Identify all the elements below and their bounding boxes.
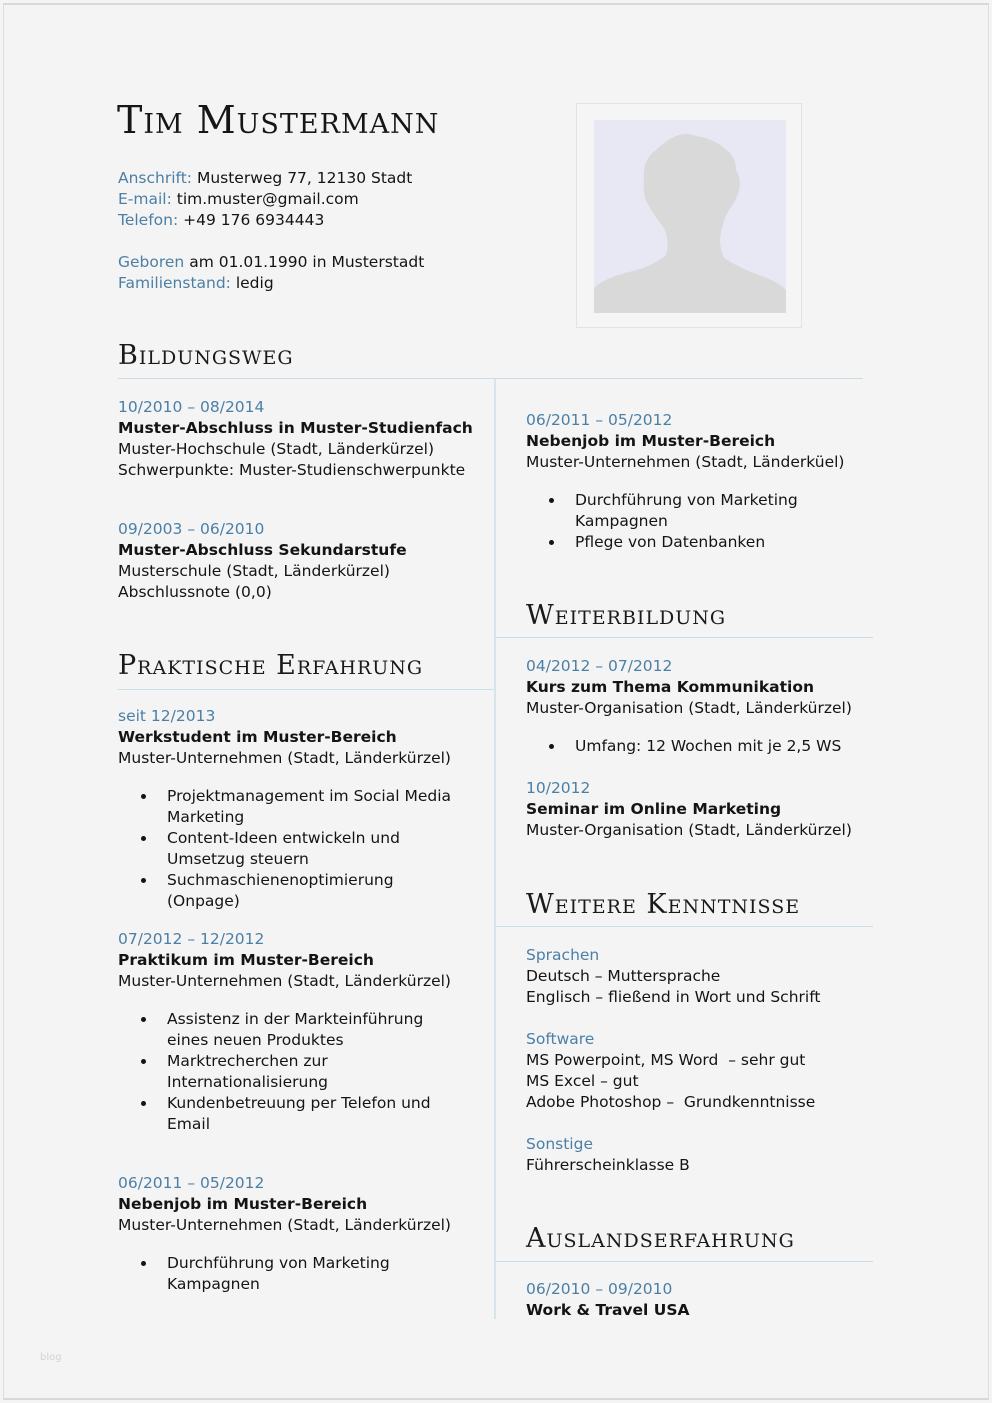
bullet-item: Marktrecherchen zur Internationalisierung [118, 1051, 463, 1093]
education-entry: 09/2003 – 06/2010 Muster-Abschluss Sekundarstufe Musterschule (Stadt, Länderkürzel) Abschlussnote (0,0) [118, 520, 407, 601]
skills-group-software: Software MS Powerpoint, MS Word – sehr gut MS Excel – gut Adobe Photoshop – Grundkenntnisse [526, 1030, 816, 1111]
section-title-weiterbildung: Weiterbildung [526, 600, 727, 631]
contact-email: E-mail: tim.muster@gmail.com [118, 190, 359, 208]
marital-status: Familienstand: ledig [118, 274, 274, 292]
divider [118, 689, 494, 690]
divider [496, 1261, 873, 1262]
column-divider [494, 379, 496, 1319]
section-title-praktische-erfahrung: Praktische Erfahrung [118, 650, 424, 681]
training-entry: 10/2012 Seminar im Online Marketing Muster-Organisation (Stadt, Länderkürzel) [526, 779, 852, 839]
bullet-list [118, 786, 458, 912]
contact-phone: Telefon: +49 176 6934443 [118, 211, 325, 229]
training-entry: 04/2012 – 07/2012 Kurs zum Thema Kommunikation Muster-Organisation (Stadt, Länderkürzel) Umfang: 12 Wochen mit je 2,5 WS [526, 657, 852, 755]
bullet-item: Suchmaschienenoptimierung (Onpage) [118, 870, 458, 912]
bullet-item: Umfang: 12 Wochen mit je 2,5 WS [526, 736, 852, 757]
contact-block [118, 168, 424, 294]
experience-entry: seit 12/2013 Werkstudent im Muster-Bereich Muster-Unternehmen (Stadt, Länderkürzel) Projektmanagement im Social Media Marketing Content-Ideen entwickeln und Umsetzug steuern Suchmaschienenoptimierung (Onpage) [118, 706, 478, 912]
experience-entry-continued: 06/2011 – 05/2012 Nebenjob im Muster-Bereich Muster-Unternehmen (Stadt, Länderküel) Durchführung von Marketing Kampagnen Pflege von Datenbanken [526, 411, 845, 551]
bullet-list [118, 1009, 463, 1135]
education-entry: 10/2010 – 08/2014 Muster-Abschluss in Muster-Studienfach Muster-Hochschule (Stadt, Länderkürzel) Schwerpunkte: Muster-Studienschwerpunkte [118, 398, 473, 479]
applicant-name: Tim Mustermann [117, 98, 440, 142]
profile-photo-frame [576, 103, 802, 328]
bullet-item: Durchführung von Marketing Kampagnen [118, 1253, 398, 1295]
birth-info: Geboren am 01.01.1990 in Musterstadt [118, 253, 425, 271]
divider [118, 378, 863, 379]
photo-placeholder [594, 120, 786, 313]
bullet-item: Durchführung von Marketing Kampagnen [526, 490, 806, 532]
bullet-item: Kundenbetreuung per Telefon und Email [118, 1093, 463, 1135]
bullet-item: Pflege von Datenbanken [526, 532, 806, 553]
bullet-item: Assistenz in der Markteinführung eines neuen Produktes [118, 1009, 463, 1051]
skills-group-languages: Sprachen Deutsch – Muttersprache Englisch – fließend in Wort und Schrift [526, 946, 821, 1006]
contact-address: Anschrift: Musterweg 77, 12130 Stadt [118, 169, 413, 187]
divider [496, 926, 873, 927]
bullet-item: Content-Ideen entwickeln und Umsetzug steuern [118, 828, 458, 870]
experience-entry: 06/2011 – 05/2012 Nebenjob im Muster-Bereich Muster-Unternehmen (Stadt, Länderkürzel) Durchführung von Marketing Kampagnen [118, 1174, 451, 1293]
bullet-list [526, 490, 806, 553]
divider [496, 637, 873, 638]
abroad-entry: 06/2010 – 09/2010 Work & Travel USA [526, 1280, 690, 1319]
bullet-item: Projektmanagement im Social Media Marketing [118, 786, 458, 828]
experience-entry: 07/2012 – 12/2012 Praktikum im Muster-Bereich Muster-Unternehmen (Stadt, Länderkürzel) Assistenz in der Markteinführung eines neuen Produktes Marktrecherchen zur Internationalisierung Kundenbetreuung per Telefon und Email [118, 929, 478, 1135]
section-title-auslandserfahrung: Auslandserfahrung [526, 1223, 795, 1254]
bullet-list [526, 736, 852, 757]
section-title-weitere-kenntnisse: Weitere Kenntnisse [526, 889, 801, 920]
watermark: blog [40, 1352, 62, 1363]
skills-group-other: Sonstige Führerscheinklasse B [526, 1135, 690, 1174]
person-silhouette-icon [594, 120, 786, 313]
bullet-list [118, 1253, 398, 1295]
section-title-bildungsweg: Bildungsweg [118, 340, 294, 371]
